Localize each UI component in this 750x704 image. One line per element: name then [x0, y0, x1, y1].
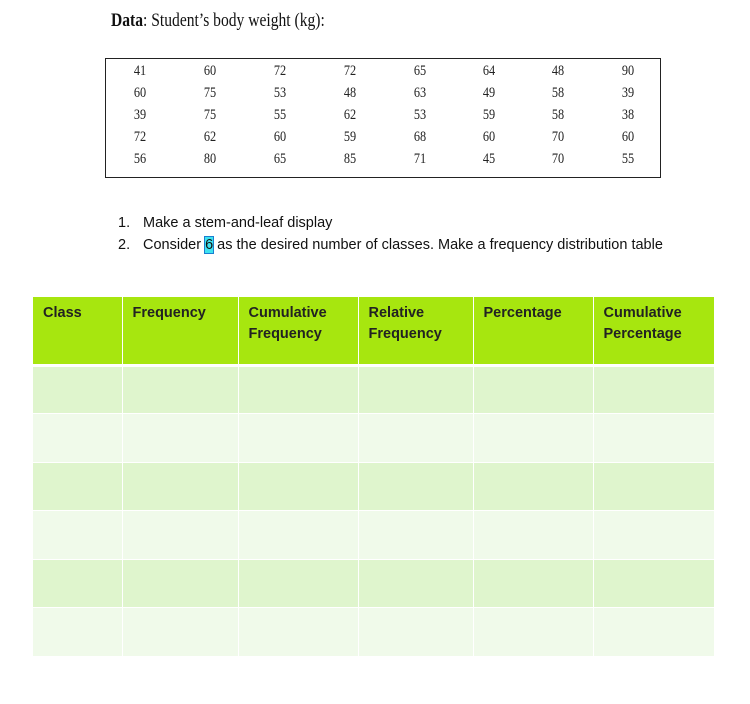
table-cell-empty[interactable]	[238, 608, 358, 657]
table-cell-empty[interactable]	[593, 511, 714, 560]
table-cell-empty[interactable]	[473, 365, 593, 414]
instruction-item-2	[118, 235, 718, 257]
data-value: 48	[343, 85, 357, 101]
header-cumulative-frequency: Cumulative Frequency	[238, 297, 358, 365]
table-cell-empty[interactable]	[473, 462, 593, 511]
data-value: 39	[133, 107, 147, 123]
data-value: 72	[343, 63, 357, 79]
table-cell-empty[interactable]	[473, 511, 593, 560]
table-row	[33, 559, 714, 608]
data-row	[106, 149, 660, 171]
instructions-list	[118, 213, 718, 256]
table-cell-empty[interactable]	[33, 414, 122, 463]
data-title-rest: : Student’s body weight (kg):	[143, 10, 325, 31]
table-cell-empty[interactable]	[358, 414, 473, 463]
table-cell-empty[interactable]	[33, 365, 122, 414]
data-row	[106, 105, 660, 127]
data-value: 72	[133, 129, 147, 145]
data-value: 80	[203, 151, 217, 167]
table-cell-empty[interactable]	[238, 559, 358, 608]
data-value: 55	[621, 151, 635, 167]
table-cell-empty[interactable]	[358, 608, 473, 657]
table-cell-empty[interactable]	[238, 462, 358, 511]
table-cell-empty[interactable]	[238, 365, 358, 414]
data-value: 60	[133, 85, 147, 101]
data-value: 41	[133, 63, 147, 79]
data-value: 68	[413, 129, 427, 145]
table-cell-empty[interactable]	[473, 559, 593, 608]
table-cell-empty[interactable]	[122, 511, 238, 560]
data-row	[106, 83, 660, 105]
table-cell-empty[interactable]	[358, 559, 473, 608]
table-cell-empty[interactable]	[358, 511, 473, 560]
data-value: 75	[203, 107, 217, 123]
data-value: 56	[133, 151, 147, 167]
table-cell-empty[interactable]	[33, 608, 122, 657]
data-value: 65	[413, 63, 427, 79]
instruction-text-after: as the desired number of classes. Make a frequency distribution table	[213, 236, 663, 253]
data-title-lead: Data	[111, 10, 144, 31]
table-cell-empty[interactable]	[358, 462, 473, 511]
table-row	[33, 365, 714, 414]
table-cell-empty[interactable]	[122, 462, 238, 511]
table-row	[33, 608, 714, 657]
instruction-text: Make a stem-and-leaf display	[143, 215, 333, 231]
data-value: 75	[203, 85, 217, 101]
data-value: 64	[482, 63, 496, 79]
data-value: 59	[343, 129, 357, 145]
table-row	[33, 462, 714, 511]
table-cell-empty[interactable]	[473, 608, 593, 657]
frequency-distribution-table	[33, 297, 714, 657]
table-cell-empty[interactable]	[593, 414, 714, 463]
data-value: 85	[343, 151, 357, 167]
data-value: 55	[273, 107, 287, 123]
frequency-table-body	[33, 365, 714, 656]
data-value: 38	[621, 107, 635, 123]
header-class: Class	[33, 297, 122, 365]
data-value: 72	[273, 63, 287, 79]
table-row	[33, 414, 714, 463]
instruction-number: 1.	[118, 215, 131, 231]
body-weight-data-table	[105, 58, 661, 178]
instruction-text-before: Consider	[143, 236, 206, 253]
instruction-number: 2.	[118, 236, 131, 253]
table-row	[33, 511, 714, 560]
table-cell-empty[interactable]	[593, 365, 714, 414]
data-value: 59	[482, 107, 496, 123]
data-value: 60	[203, 63, 217, 79]
table-cell-empty[interactable]	[593, 559, 714, 608]
table-cell-empty[interactable]	[122, 608, 238, 657]
table-cell-empty[interactable]	[593, 608, 714, 657]
data-value: 53	[273, 85, 287, 101]
table-cell-empty[interactable]	[238, 414, 358, 463]
data-value: 48	[551, 63, 565, 79]
table-header-row	[33, 297, 714, 365]
data-value: 70	[551, 151, 565, 167]
table-cell-empty[interactable]	[473, 414, 593, 463]
header-frequency: Frequency	[122, 297, 238, 365]
data-value: 60	[273, 129, 287, 145]
data-value: 58	[551, 107, 565, 123]
data-row	[106, 127, 660, 149]
data-value: 53	[413, 107, 427, 123]
data-value: 60	[482, 129, 496, 145]
data-value: 60	[621, 129, 635, 145]
header-relative-frequency: Relative Frequency	[358, 297, 473, 365]
table-cell-empty[interactable]	[593, 462, 714, 511]
header-percentage: Percentage	[473, 297, 593, 365]
data-value: 65	[273, 151, 287, 167]
table-cell-empty[interactable]	[122, 559, 238, 608]
data-value: 71	[413, 151, 427, 167]
data-value: 58	[551, 85, 565, 101]
data-value: 70	[551, 129, 565, 145]
table-cell-empty[interactable]	[358, 365, 473, 414]
data-title	[111, 10, 325, 32]
data-value: 62	[343, 107, 357, 123]
table-cell-empty[interactable]	[33, 462, 122, 511]
header-cumulative-percentage: Cumulative Percentage	[593, 297, 714, 365]
data-row	[106, 61, 660, 83]
table-cell-empty[interactable]	[122, 414, 238, 463]
table-cell-empty[interactable]	[33, 559, 122, 608]
data-value: 63	[413, 85, 427, 101]
data-value: 39	[621, 85, 635, 101]
instruction-item-1	[118, 213, 718, 235]
data-value: 49	[482, 85, 496, 101]
table-cell-empty[interactable]	[122, 365, 238, 414]
data-value: 45	[482, 151, 496, 167]
highlighted-class-count: 6	[205, 236, 214, 253]
table-cell-empty[interactable]	[33, 511, 122, 560]
data-value: 62	[203, 129, 217, 145]
data-value: 90	[621, 63, 635, 79]
table-cell-empty[interactable]	[238, 511, 358, 560]
